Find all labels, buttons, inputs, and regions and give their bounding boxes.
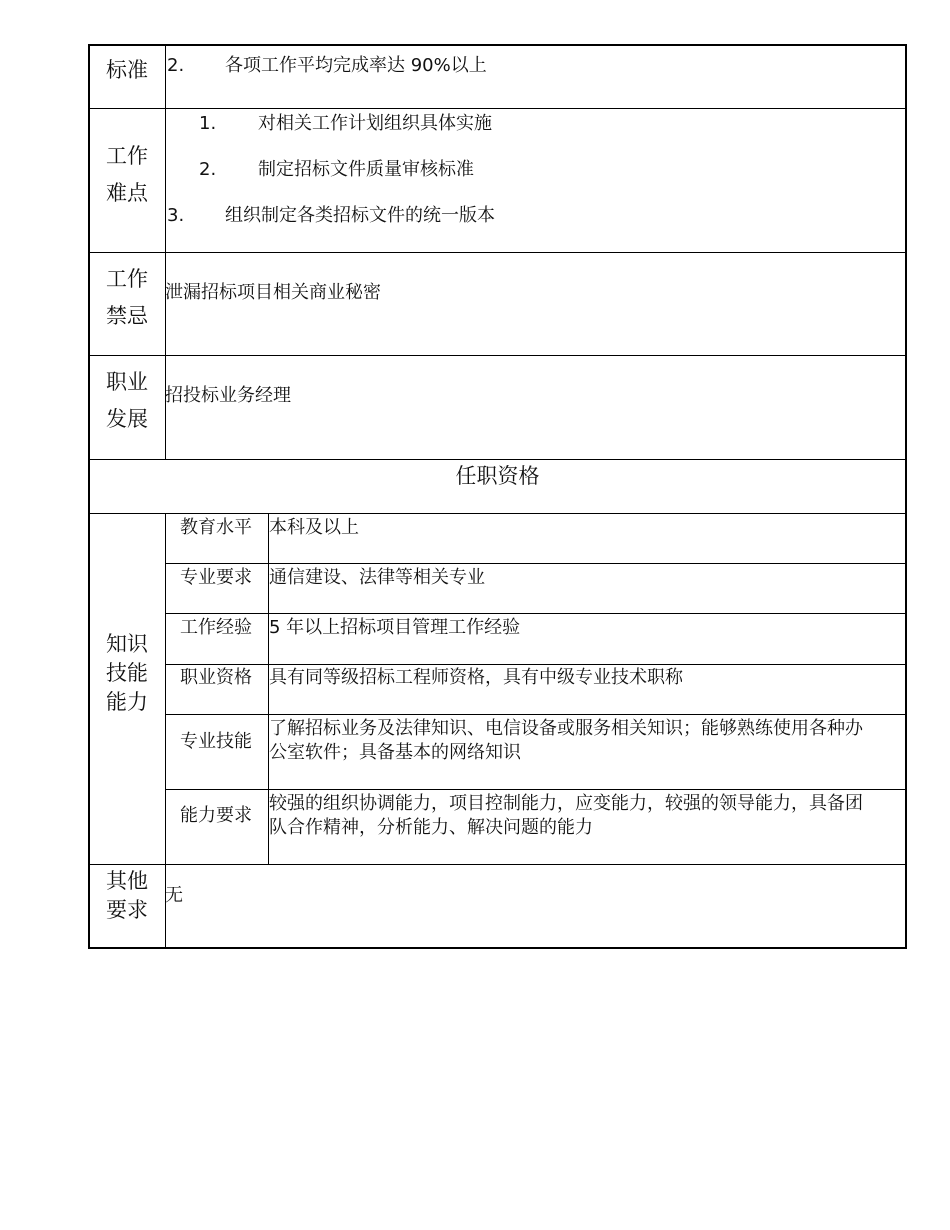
row-divider <box>165 789 907 790</box>
ability-value-line1: 较强的组织协调能力，项目控制能力，应变能力，较强的领导能力，具备团 <box>269 793 863 814</box>
career-text: 招投标业务经理 <box>165 385 291 406</box>
difficulty-item-2-number: 2. <box>199 159 217 180</box>
row-divider <box>88 459 907 460</box>
major-label: 专业要求 <box>180 567 252 588</box>
difficulty-item-2-text: 制定招标文件质量审核标准 <box>258 159 474 180</box>
ability-label: 能力要求 <box>180 805 252 826</box>
skills-value-line1: 了解招标业务及法律知识、电信设备或服务相关知识；能够熟练使用各种办 <box>269 718 863 739</box>
table-border-bottom <box>88 947 907 949</box>
experience-value: 5 年以上招标项目管理工作经验 <box>269 617 521 638</box>
education-value: 本科及以上 <box>269 517 359 538</box>
standard-item-number: 2. <box>167 55 185 76</box>
ability-value-line2: 队合作精神，分析能力、解决问题的能力 <box>269 817 593 838</box>
difficulty-label-line1: 工作 <box>106 144 148 168</box>
qualifications-heading: 任职资格 <box>455 464 540 488</box>
qualifications-group-label-line3: 能力 <box>106 690 148 714</box>
skills-value-line2: 公室软件；具备基本的网络知识 <box>269 742 521 763</box>
table-border-top <box>88 44 907 46</box>
row-divider <box>88 108 907 109</box>
row-divider <box>165 714 907 715</box>
difficulty-item-3-number: 3. <box>167 205 185 226</box>
other-label-line1: 其他 <box>106 869 148 893</box>
row-divider <box>88 355 907 356</box>
row-divider <box>88 864 907 865</box>
other-label-line2: 要求 <box>106 898 148 922</box>
education-label: 教育水平 <box>180 517 252 538</box>
difficulty-item-3-text: 组织制定各类招标文件的统一版本 <box>225 205 495 226</box>
skills-label: 专业技能 <box>180 731 252 752</box>
row-divider <box>165 563 907 564</box>
career-label-line1: 职业 <box>106 370 148 394</box>
taboo-text: 泄漏招标项目相关商业秘密 <box>165 282 381 303</box>
career-label-line2: 发展 <box>106 407 148 431</box>
qualifications-group-label-line1: 知识 <box>106 632 148 656</box>
major-value: 通信建设、法律等相关专业 <box>269 567 485 588</box>
standard-item-text: 各项工作平均完成率达 90%以上 <box>225 55 487 76</box>
taboo-label-line2: 禁忌 <box>106 304 148 328</box>
row-divider <box>88 513 907 514</box>
row-divider <box>165 664 907 665</box>
standard-label: 标准 <box>106 58 148 82</box>
row-divider <box>88 252 907 253</box>
certification-value: 具有同等级招标工程师资格，具有中级专业技术职称 <box>269 667 683 688</box>
experience-label: 工作经验 <box>180 617 252 638</box>
qualifications-group-label-line2: 技能 <box>106 661 148 685</box>
difficulty-item-1-number: 1. <box>199 113 217 134</box>
difficulty-label-line2: 难点 <box>106 181 148 205</box>
row-divider <box>165 613 907 614</box>
taboo-label-line1: 工作 <box>106 267 148 291</box>
difficulty-item-1-text: 对相关工作计划组织具体实施 <box>258 113 492 134</box>
certification-label: 职业资格 <box>180 667 252 688</box>
table-border-right <box>905 44 907 949</box>
other-text: 无 <box>165 885 183 906</box>
